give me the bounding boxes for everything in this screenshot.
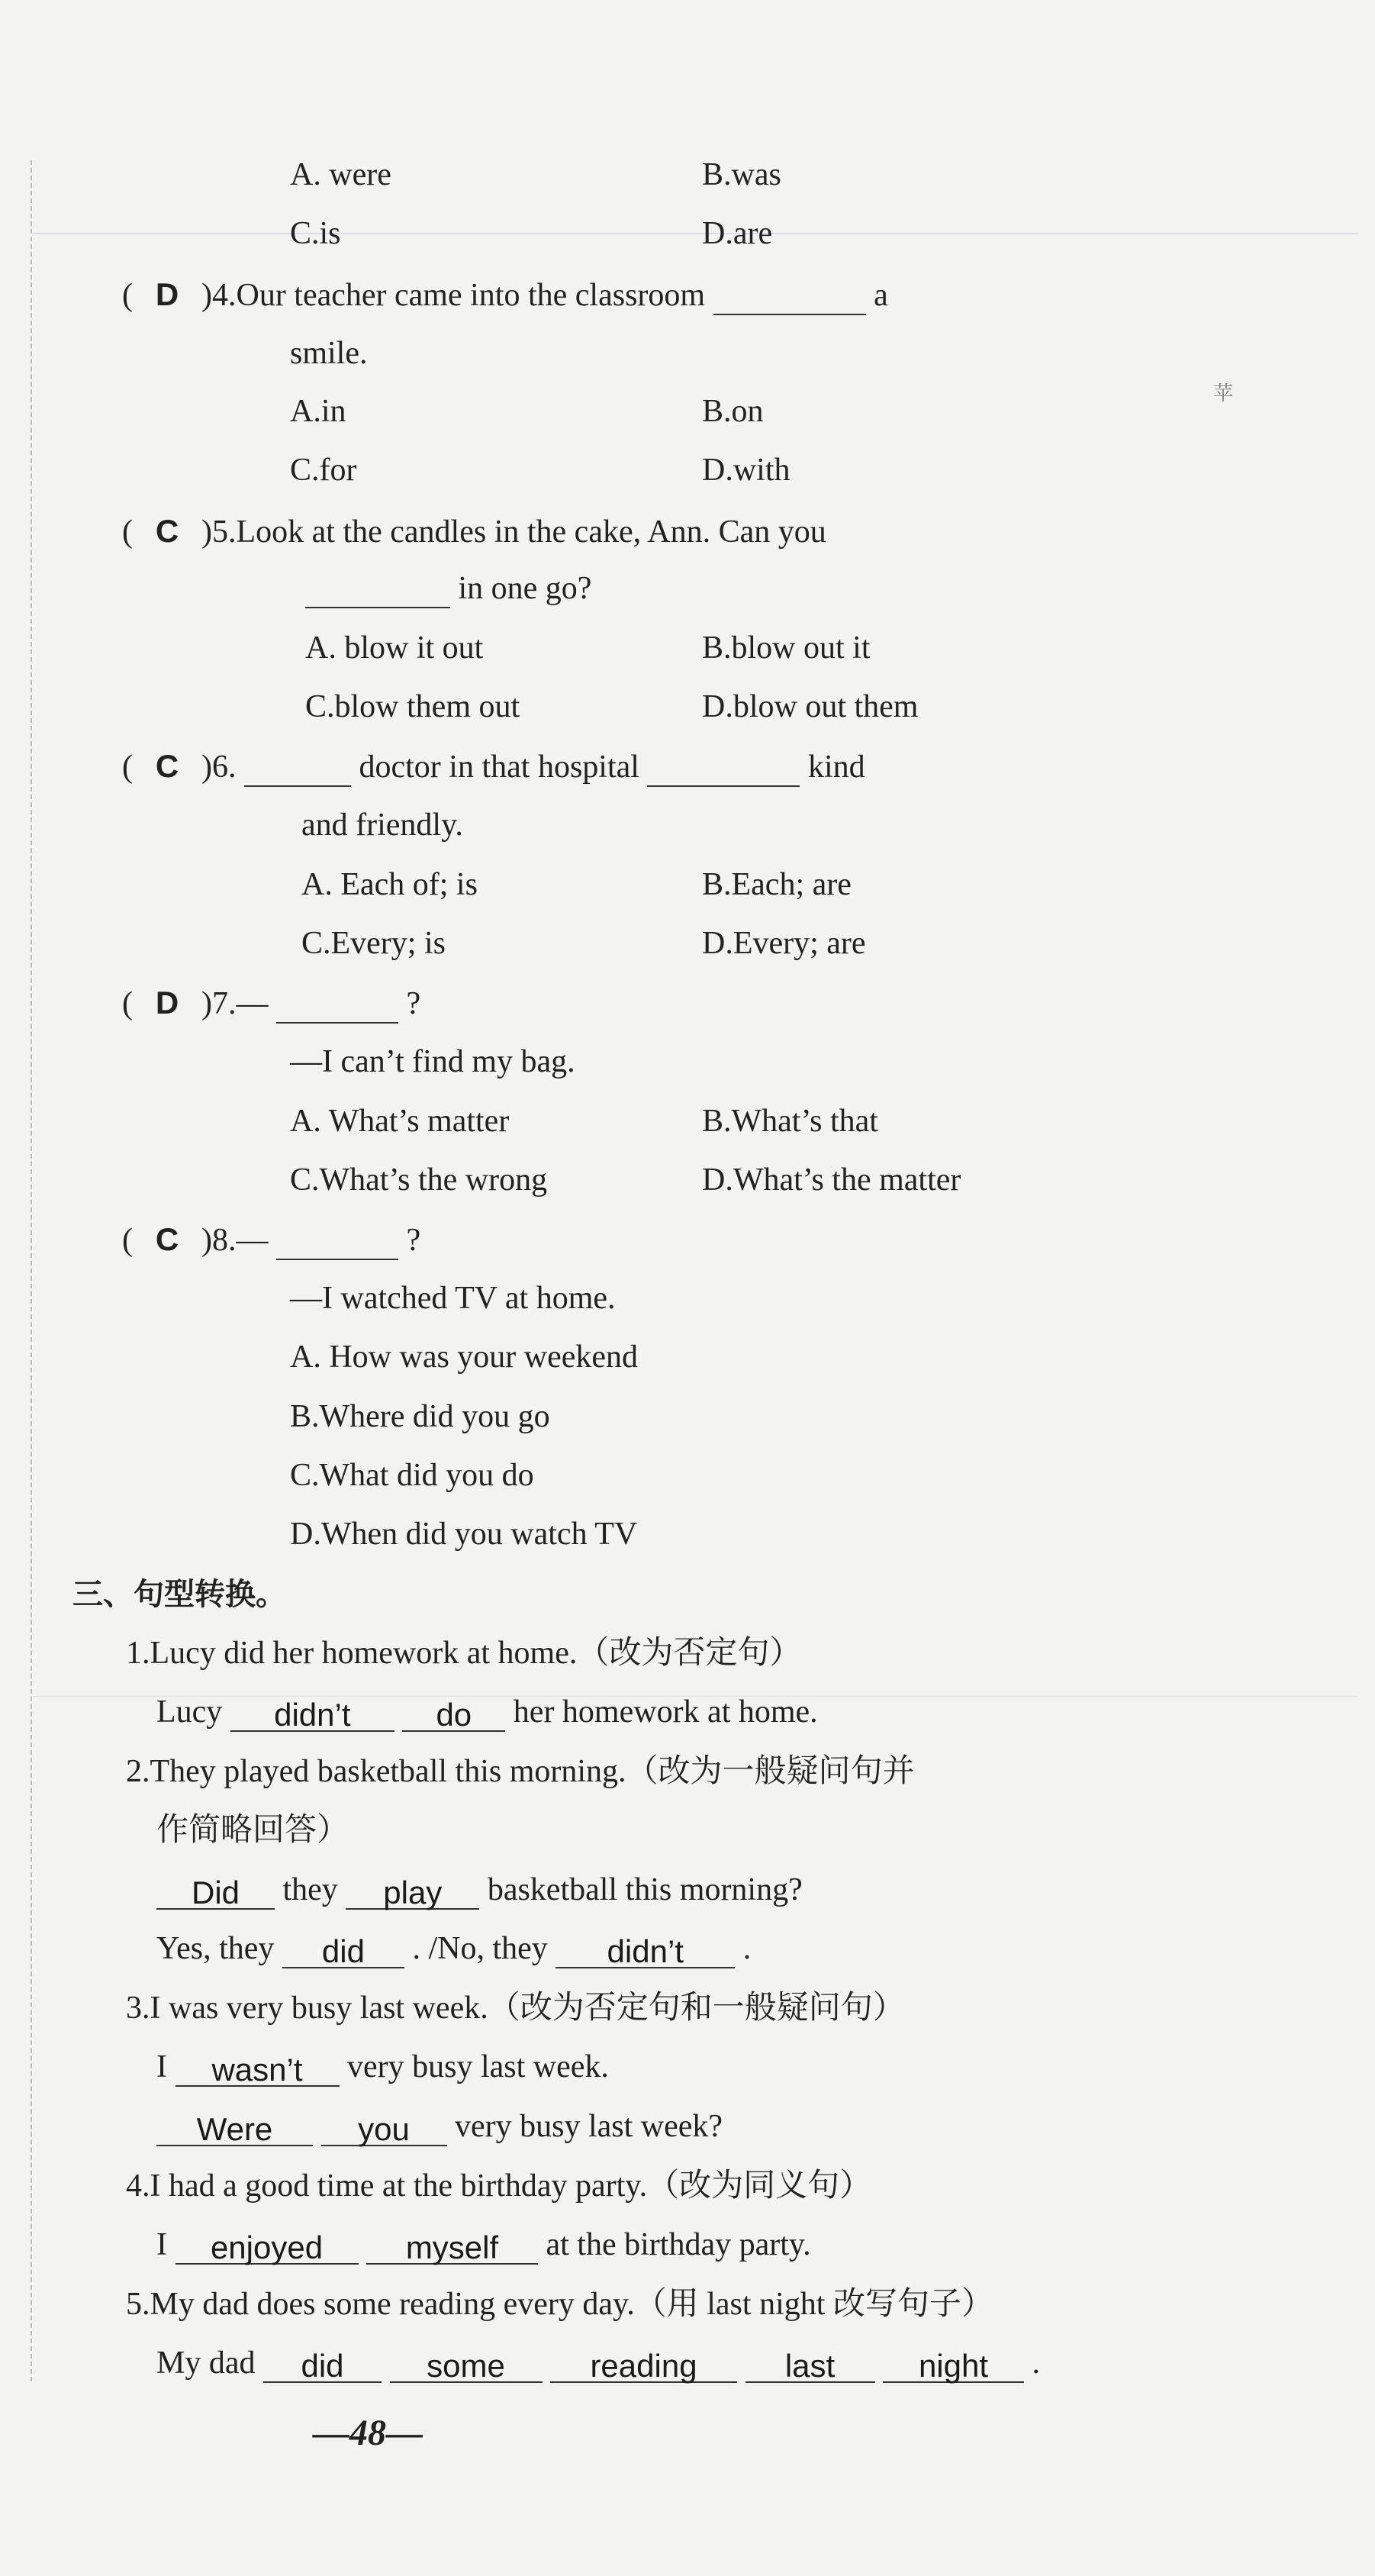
s2-answer-4: didn’t <box>555 1932 735 1968</box>
q4-stem-line: ( D )4.Our teacher came into the classroom a <box>122 275 888 315</box>
q3-option-d: D.are <box>702 216 773 251</box>
s5-answer-line <box>156 2343 1040 2383</box>
section-3-title: 三、句型转换。 <box>72 1577 286 1612</box>
s3-question: 3.I was very busy last week.（改为否定句和一般疑问句） <box>126 1991 905 2026</box>
q6-mid: doctor in that hospital <box>359 750 639 785</box>
s5-answer-1: did <box>263 2346 382 2383</box>
q4-option-b: B.on <box>702 394 764 429</box>
q8-stem: )8.— <box>201 1223 269 1258</box>
q3-option-a: A. were <box>290 157 391 192</box>
s3-answer-1: wasn’t <box>175 2050 340 2087</box>
s2-end: . <box>742 1931 752 1966</box>
q4-stem: )4.Our teacher came into the classroom <box>201 278 706 313</box>
s2-mid: they <box>282 1872 338 1907</box>
q4-option-a: A.in <box>290 394 346 429</box>
q6-stem-line: ( C )6. doctor in that hospital kind <box>122 746 865 787</box>
q7-option-b: B.What’s that <box>702 1104 878 1139</box>
q8-answer: C <box>155 1221 179 1257</box>
q5-option-b: B.blow out it <box>702 630 871 666</box>
q5-option-d: D.blow out them <box>702 689 919 724</box>
q4-cont: smile. <box>290 336 368 371</box>
s2-answer-3: did <box>282 1932 404 1968</box>
s4-post: at the birthday party. <box>546 2227 811 2262</box>
q7-reply: —I can’t find my bag. <box>290 1044 575 1079</box>
s2-question-cont: 作简略回答） <box>156 1813 349 1848</box>
q4-blank <box>713 279 866 315</box>
q7-stem-line: ( D )7.— ? <box>122 983 420 1024</box>
s3-answer-line-1 <box>156 2047 609 2087</box>
q6-option-b: B.Each; are <box>702 867 852 902</box>
q4-option-d: D.with <box>702 453 791 488</box>
q8-option-a: A. How was your weekend <box>290 1340 639 1375</box>
s4-answer-line <box>156 2225 811 2265</box>
s1-answer-1: didn’t <box>230 1695 394 1732</box>
s2-answer-1: Did <box>156 1873 275 1910</box>
s5-pre: My dad <box>156 2345 256 2381</box>
q8-stem-line: ( C )8.— ? <box>122 1220 420 1260</box>
q6-option-a: A. Each of; is <box>301 867 478 902</box>
s2-question: 2.They played basketball this morning.（改为一般疑问句并 <box>126 1754 915 1789</box>
s3-answer-line-2 <box>156 2107 723 2146</box>
s4-answer-2: myself <box>366 2228 538 2265</box>
q6-stem: )6. <box>201 750 237 785</box>
q8-option-b: B.Where did you go <box>290 1399 550 1434</box>
q5-answer: C <box>155 513 179 549</box>
s3-answer-2: Were <box>156 2110 313 2146</box>
s5-question: 5.My dad does some reading every day.（用 last night 改写句子） <box>126 2287 993 2322</box>
q5-blank <box>305 572 450 608</box>
q7-stem: )7.— <box>201 986 269 1021</box>
q7-qmark: ? <box>406 986 421 1021</box>
s5-answer-2: some <box>390 2346 543 2383</box>
q6-cont: and friendly. <box>301 808 463 843</box>
s3-pre: I <box>156 2049 167 2084</box>
q7-option-d: D.What’s the matter <box>702 1162 961 1198</box>
q4-option-c: C.for <box>290 453 357 488</box>
q7-option-a: A. What’s matter <box>290 1104 510 1139</box>
q3-option-c: C.is <box>290 216 341 251</box>
q5-cont: in one go? <box>458 571 592 606</box>
q6-after: kind <box>807 750 865 785</box>
margin-dashed-line <box>31 160 32 2381</box>
s4-answer-1: enjoyed <box>175 2228 359 2265</box>
page-number: —48— <box>313 2413 423 2453</box>
q8-qmark: ? <box>406 1223 421 1258</box>
s3-post: very busy last week. <box>347 2049 609 2084</box>
s2-post: basketball this morning? <box>487 1872 803 1907</box>
q6-answer: C <box>155 748 179 784</box>
s4-question: 4.I had a good time at the birthday party.（改为同义句） <box>126 2168 872 2204</box>
q7-option-c: C.What’s the wrong <box>290 1162 548 1198</box>
q5-cont-line <box>305 569 591 608</box>
q8-blank <box>276 1224 398 1260</box>
s1-answer-2: do <box>402 1695 505 1732</box>
s1-answer-line <box>156 1692 818 1732</box>
q6-option-d: D.Every; are <box>702 926 866 961</box>
q6-blank-2 <box>647 750 800 787</box>
q8-option-d: D.When did you watch TV <box>290 1517 638 1552</box>
s1-post: her homework at home. <box>513 1694 818 1730</box>
q5-option-c: C.blow them out <box>305 689 520 724</box>
q8-reply: —I watched TV at home. <box>290 1281 616 1316</box>
q5-stem-line: ( C )5.Look at the candles in the cake, Ann. Can you <box>122 513 826 550</box>
s5-answer-5: night <box>883 2346 1024 2383</box>
s2-short-answer-line <box>156 1929 751 1968</box>
s2-yes: Yes, they <box>156 1931 275 1966</box>
q6-blank-1 <box>244 750 351 787</box>
q4-after: a <box>874 278 888 313</box>
q5-option-a: A. blow it out <box>305 630 484 666</box>
s2-answer-2: play <box>346 1873 479 1910</box>
margin-mark: 苹 <box>1213 382 1234 405</box>
faint-rule <box>31 233 1358 234</box>
q4-answer: D <box>155 276 179 312</box>
s5-answer-4: last <box>745 2346 875 2383</box>
s3-post-2: very busy last week? <box>455 2109 723 2144</box>
s4-pre: I <box>156 2227 167 2262</box>
q6-option-c: C.Every; is <box>301 926 446 961</box>
q7-blank <box>276 987 398 1024</box>
s1-pre: Lucy <box>156 1694 223 1730</box>
q3-option-b: B.was <box>702 157 781 192</box>
s1-question: 1.Lucy did her homework at home.（改为否定句） <box>126 1636 802 1671</box>
s2-answer-line <box>156 1870 803 1910</box>
q7-answer: D <box>155 985 179 1020</box>
s5-answer-3: reading <box>550 2346 737 2383</box>
s3-answer-3: you <box>321 2110 447 2146</box>
q8-option-c: C.What did you do <box>290 1458 534 1493</box>
s2-no: . /No, they <box>412 1931 548 1966</box>
q5-stem: )5.Look at the candles in the cake, Ann. Can you <box>201 514 826 550</box>
s5-end: . <box>1032 2345 1040 2381</box>
